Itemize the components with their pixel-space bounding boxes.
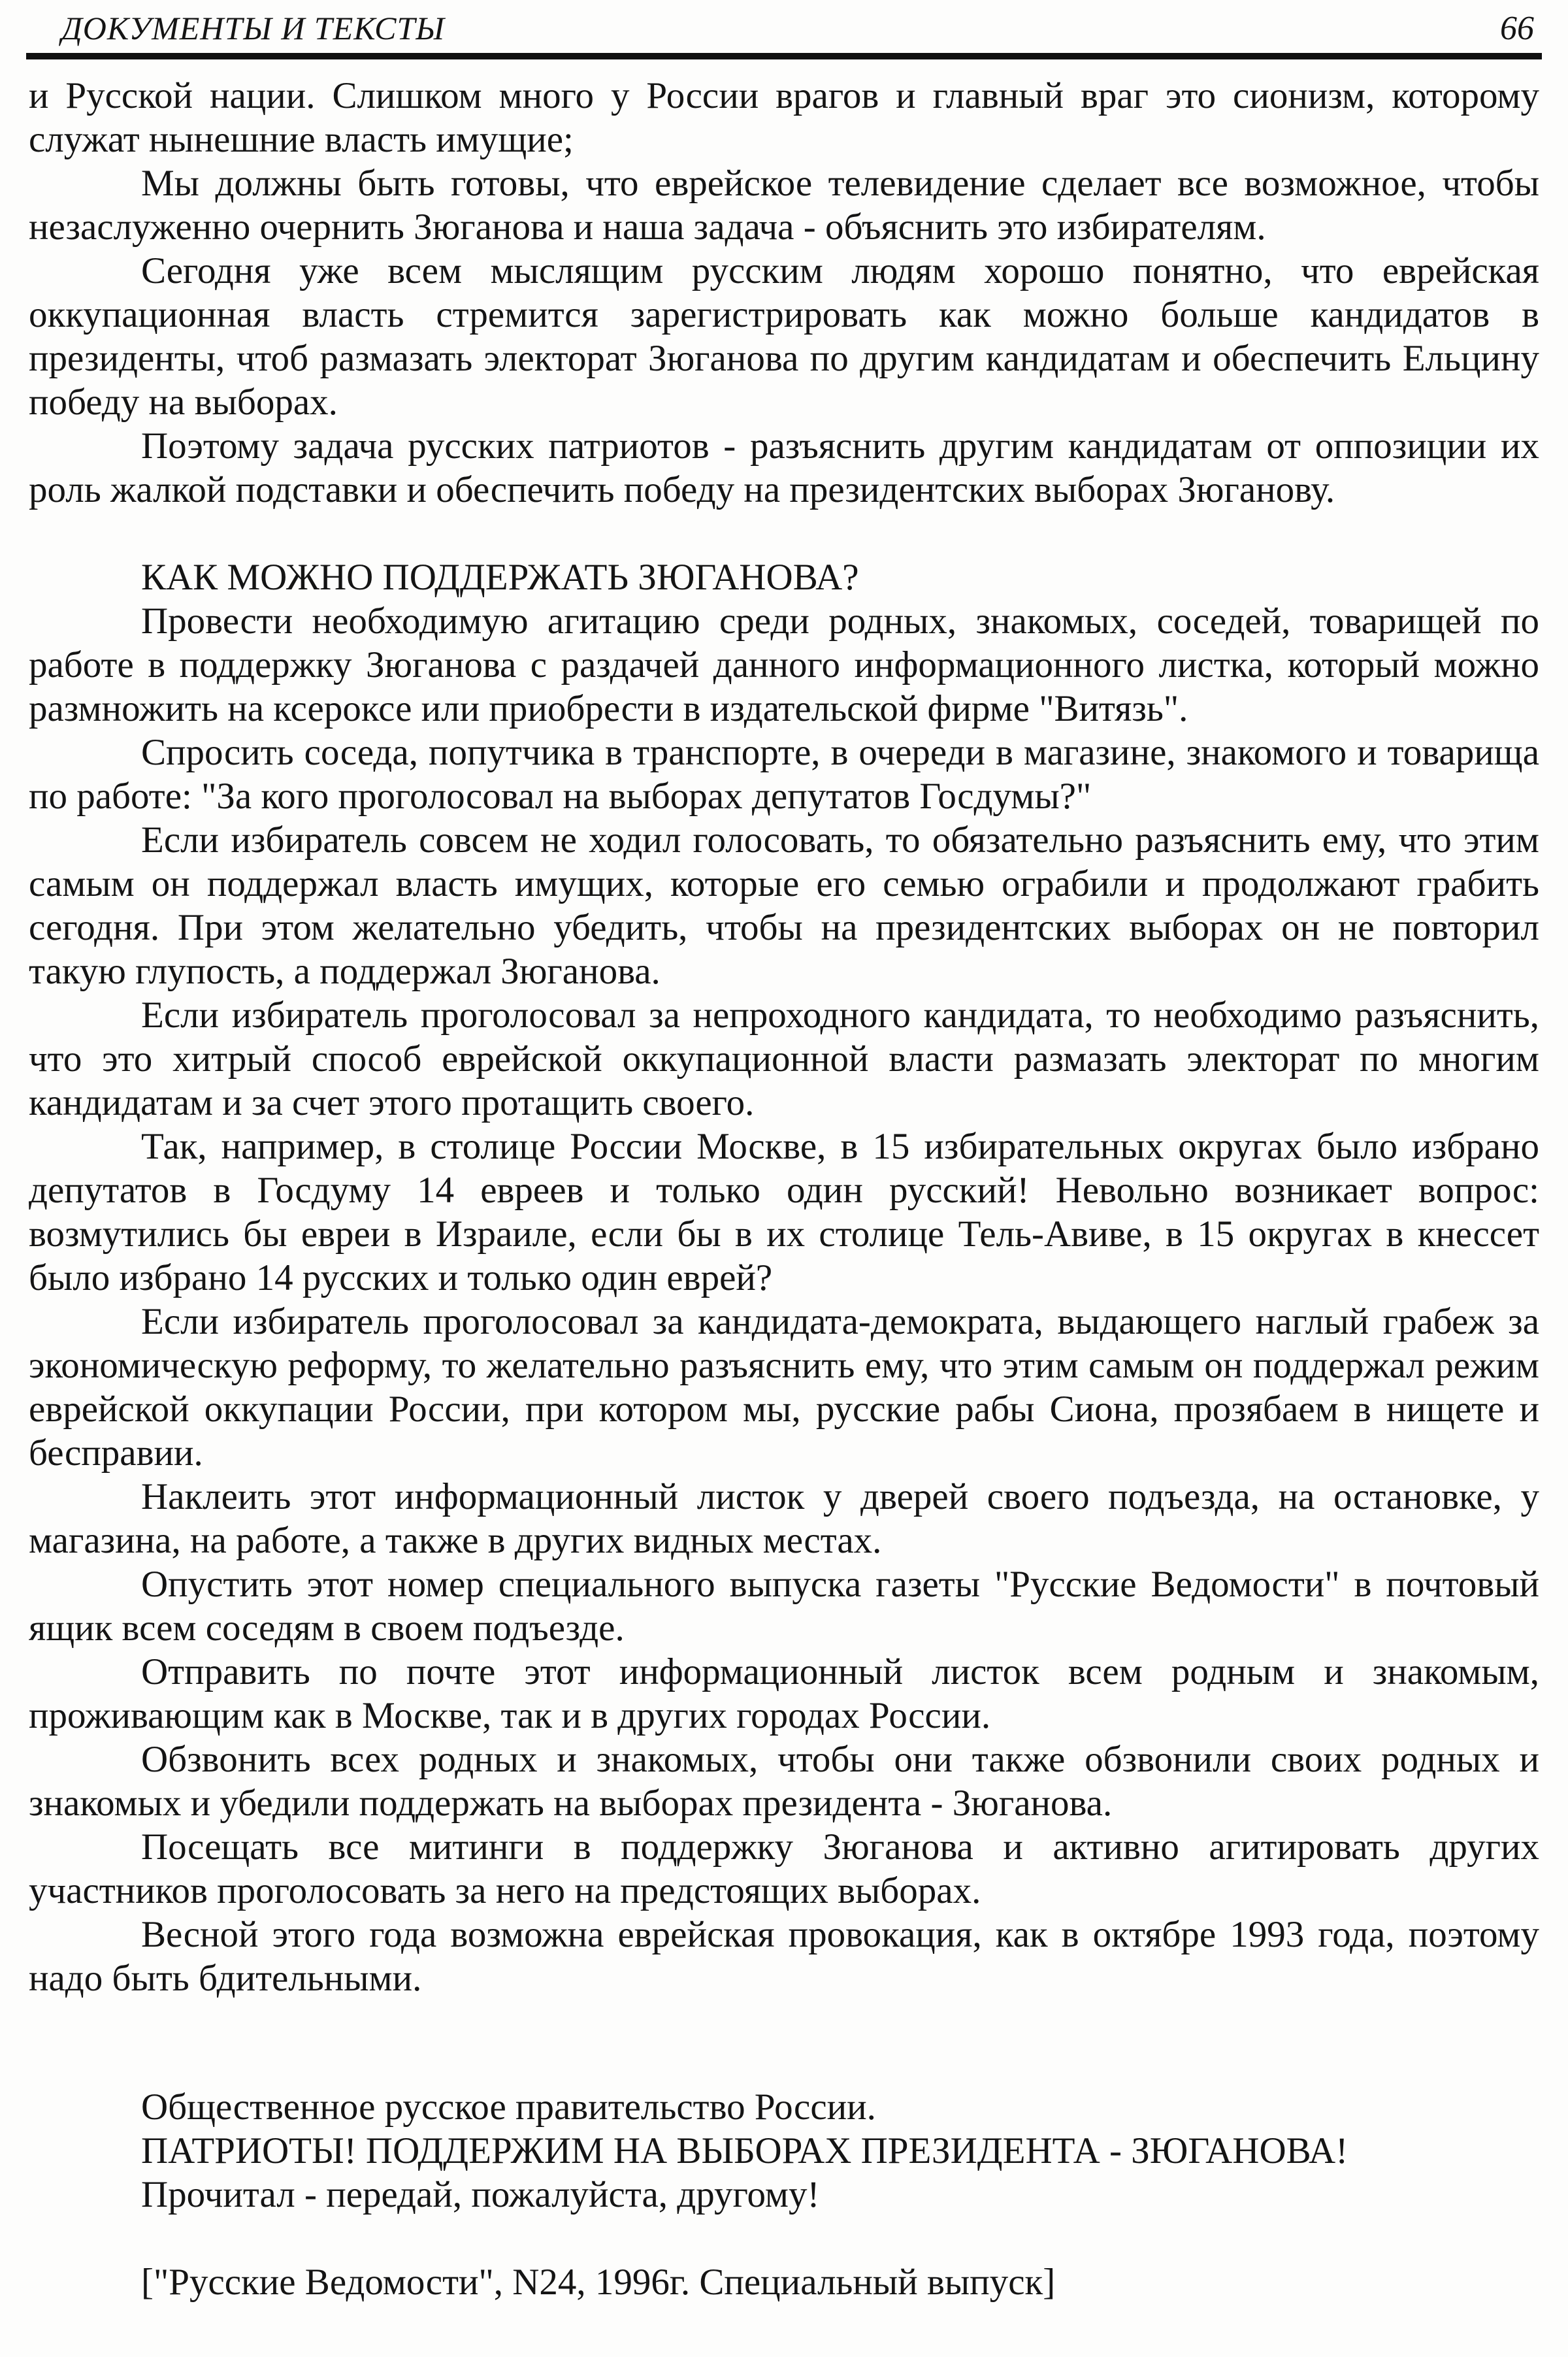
- paragraph: Сегодня уже всем мыслящим русским людям хорошо понятно, что еврейская оккупационная власть стремится зарегистрировать как можно больше кандидатов в президенты, чтоб размазать электорат Зюганова по другим кандидатам и обеспечить Ельцину победу на выборах.: [29, 250, 1539, 423]
- paragraph-continuation: и Русской нации. Слишком много у России врагов и главный враг это сионизм, которому служат нынешние власть имущие;: [29, 75, 1539, 160]
- running-head-title: ДОКУМЕНТЫ И ТЕКСТЫ: [61, 10, 445, 46]
- paragraph: Обзвонить всех родных и знакомых, чтобы они также обзвонили своих родных и знакомых и убедили поддержать на выборах президента - Зюганова.: [29, 1739, 1539, 1824]
- paragraph: Если избиратель проголосовал за кандидата-демократа, выдающего наглый грабеж за экономическую реформу, то желательно разъяснить ему, что этим самым он поддержал режим еврейской оккупации России, при котором мы, русские рабы Сиона, прозябаем в нищете и бесправии.: [29, 1301, 1539, 1474]
- paragraph: Если избиратель совсем не ходил голосовать, то обязательно разъяснить ему, что этим самым он поддержал власть имущих, которые его семью ограбили и продолжают грабить сегодня. При этом желательно убедить, чтобы на президентских выборах он не повторил такую глупость, а поддержал Зюганова.: [29, 819, 1539, 992]
- paragraph: Так, например, в столице России Москве, в 15 избирательных округах было избрано депутатов в Госдуму 14 евреев и только один русский! Невольно возникает вопрос: возмутились бы евреи в Израиле, если бы в их столице Тель-Авиве, в 15 округах в кнессет было избрано 14 русских и только один еврей?: [29, 1126, 1539, 1298]
- closing-line-signature: Общественное русское правительство России.: [141, 2086, 876, 2128]
- paragraph: Посещать все митинги в поддержку Зюганова и активно агитировать других участников проголосовать за него на предстоящих выборах.: [29, 1826, 1539, 1911]
- closing-line-slogan: ПАТРИОТЫ! ПОДДЕРЖИМ НА ВЫБОРАХ ПРЕЗИДЕНТА - ЗЮГАНОВА!: [141, 2130, 1348, 2171]
- section-heading: КАК МОЖНО ПОДДЕРЖАТЬ ЗЮГАНОВА?: [141, 557, 859, 598]
- paragraph: Если избиратель проголосовал за непроходного кандидата, то необходимо разъяснить, что это хитрый способ еврейской оккупационной власти размазать электорат по многим кандидатам и за счет этого протащить своего.: [29, 995, 1539, 1123]
- paragraph: Наклеить этот информационный листок у дверей своего подъезда, на остановке, у магазина, на работе, а также в других видных местах.: [29, 1476, 1539, 1561]
- paragraph: Отправить по почте этот информационный листок всем родным и знакомым, проживающим как в Москве, так и в других городах России.: [29, 1651, 1539, 1736]
- paragraph: Опустить этот номер специального выпуска газеты "Русские Ведомости" в почтовый ящик всем соседям в своем подъезде.: [29, 1564, 1539, 1649]
- paragraph: Провести необходимую агитацию среди родных, знакомых, соседей, товарищей по работе в поддержку Зюганова с раздачей данного информационного листка, который можно размножить на ксероксе или приобрести в издательской фирме "Витязь".: [29, 601, 1539, 729]
- paragraph: Мы должны быть готовы, что еврейское телевидение сделает все возможное, чтобы незаслуженно очернить Зюганова и наша задача - объяснить это избирателям.: [29, 163, 1539, 248]
- document-body: [29, 74, 1539, 2304]
- header-rule: [26, 53, 1542, 59]
- paragraph: Весной этого года возможна еврейская провокация, как в октябре 1993 года, поэтому надо быть бдительными.: [29, 1914, 1539, 1999]
- running-head: [29, 7, 1539, 49]
- paragraph: Спросить соседа, попутчика в транспорте, в очереди в магазине, знакомого и товарища по работе: "За кого проголосовал на выборах депутатов Госдумы?": [29, 732, 1539, 817]
- page-number: 66: [1500, 10, 1534, 47]
- closing-line-appeal: Прочитал - передай, пожалуйста, другому!: [141, 2174, 820, 2215]
- paragraph: Поэтому задача русских патриотов - разъяснить другим кандидатам от оппозиции их роль жалкой подставки и обеспечить победу на президентских выборах Зюганову.: [29, 425, 1539, 510]
- source-citation: ["Русские Ведомости", N24, 1996г. Специальный выпуск]: [141, 2262, 1056, 2303]
